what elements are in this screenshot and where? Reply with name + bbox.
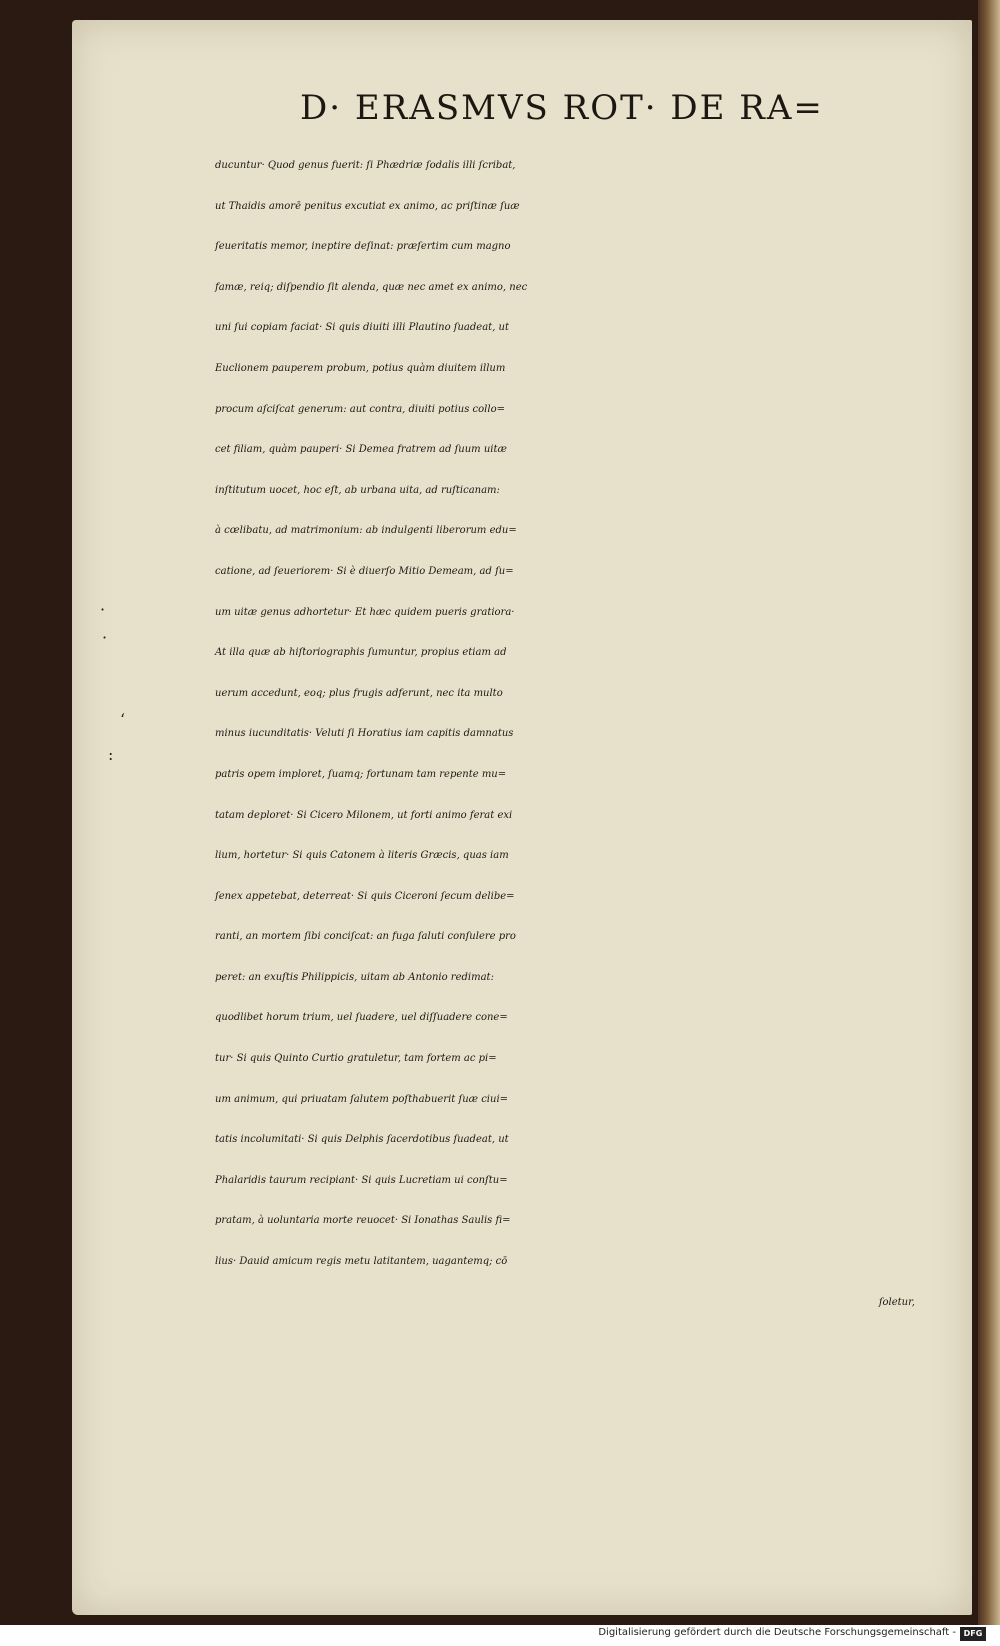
text-line: famæ, reiq; diſpendio ſit alenda, quæ nec amet ex animo, nec — [215, 281, 528, 293]
text-line: ſeueritatis memor, ineptire deſinat: præſertim cum magno — [215, 241, 511, 253]
margin-mark: ‘ — [120, 710, 126, 729]
text-line: uerum accedunt, eoq; plus frugis adferunt, nec ita multo — [215, 687, 503, 699]
text-line: ſenex appetebat, deterreat· Si quis Ciceroni ſecum delibe= — [215, 890, 515, 902]
text-line: um uitæ genus adhortetur· Et hæc quidem pueris gratiora· — [215, 606, 515, 618]
footer-credit: Digitalisierung gefördert durch die Deutsche Forschungsgemeinschaft - — [598, 1627, 956, 1638]
body-text — [215, 146, 935, 1323]
text-line: Euclionem pauperem probum, potius quàm diuitem illum — [215, 362, 506, 374]
text-line: At illa quæ ab hiſtoriographis ſumuntur, propius etiam ad — [215, 647, 507, 659]
text-line: peret: an exuſtis Philippicis, uitam ab Antonio redimat: — [215, 971, 494, 983]
text-line: procum aſciſcat generum: aut contra, diuiti potius collo= — [215, 403, 505, 415]
text-line: tatam deploret· Si Cicero Milonem, ut forti animo ferat exi — [215, 809, 513, 821]
text-line: quodlibet horum trium, uel ſuadere, uel diſſuadere cone= — [215, 1012, 508, 1024]
text-line: uni ſui copiam faciat· Si quis diuiti illi Plautino ſuadeat, ut — [215, 322, 510, 334]
footer-bar — [0, 1625, 1000, 1646]
dfg-logo: DFG — [960, 1627, 986, 1641]
text-line: patris opem imploret, ſuamq; fortunam tam repente mu= — [215, 768, 507, 780]
text-line: ut Thaidis amorē penitus excutiat ex animo, ac priſtinæ ſuæ — [215, 200, 520, 212]
text-line: à cœlibatu, ad matrimonium: ab indulgenti liberorum edu= — [215, 525, 517, 537]
text-line: lium, hortetur· Si quis Catonem à literis Græcis, quas iam — [215, 850, 509, 862]
running-head: D· ERASMVS ROT· DE RA= — [300, 88, 824, 128]
text-line: ducuntur· Quod genus fuerit: ſi Phædriæ ſodalis illi ſcribat, — [215, 160, 516, 171]
catchword: ſoletur, — [878, 1296, 915, 1308]
text-line: minus iucunditatis· Veluti ſi Horatius iam capitis damnatus — [215, 728, 514, 740]
text-line: um animum, qui priuatam ſalutem poſthabuerit ſuæ ciui= — [215, 1093, 509, 1105]
facing-page-edge — [978, 0, 1000, 1625]
text-line: catione, ad ſeueriorem· Si è diuerſo Mitio Demeam, ad ſu= — [215, 565, 514, 577]
text-line: cet filiam, quàm pauperi· Si Demea fratrem ad ſuum uitæ — [215, 444, 507, 456]
text-line: inſtitutum uocet, hoc eſt, ab urbana uita, ad ruſticanam: — [215, 484, 500, 496]
text-line: Phalaridis taurum recipiant· Si quis Lucretiam ui conſtu= — [215, 1174, 508, 1186]
margin-mark: · — [102, 628, 108, 647]
text-line: tatis incolumitati· Si quis Delphis ſacerdotibus ſuadeat, ut — [215, 1134, 509, 1146]
margin-mark: : — [108, 745, 114, 764]
text-line: ranti, an mortem ſibi conciſcat: an fuga ſaluti conſulere pro — [215, 931, 516, 943]
text-line: pratam, à uoluntaria morte reuocet· Si Ionathas Saulis fi= — [215, 1215, 511, 1227]
text-line: tur· Si quis Quinto Curtio gratuletur, tam fortem ac pi= — [215, 1053, 497, 1065]
text-line: lius· Dauid amicum regis metu latitantem, uagantemq; cō — [215, 1256, 508, 1268]
margin-mark: · — [100, 600, 106, 619]
